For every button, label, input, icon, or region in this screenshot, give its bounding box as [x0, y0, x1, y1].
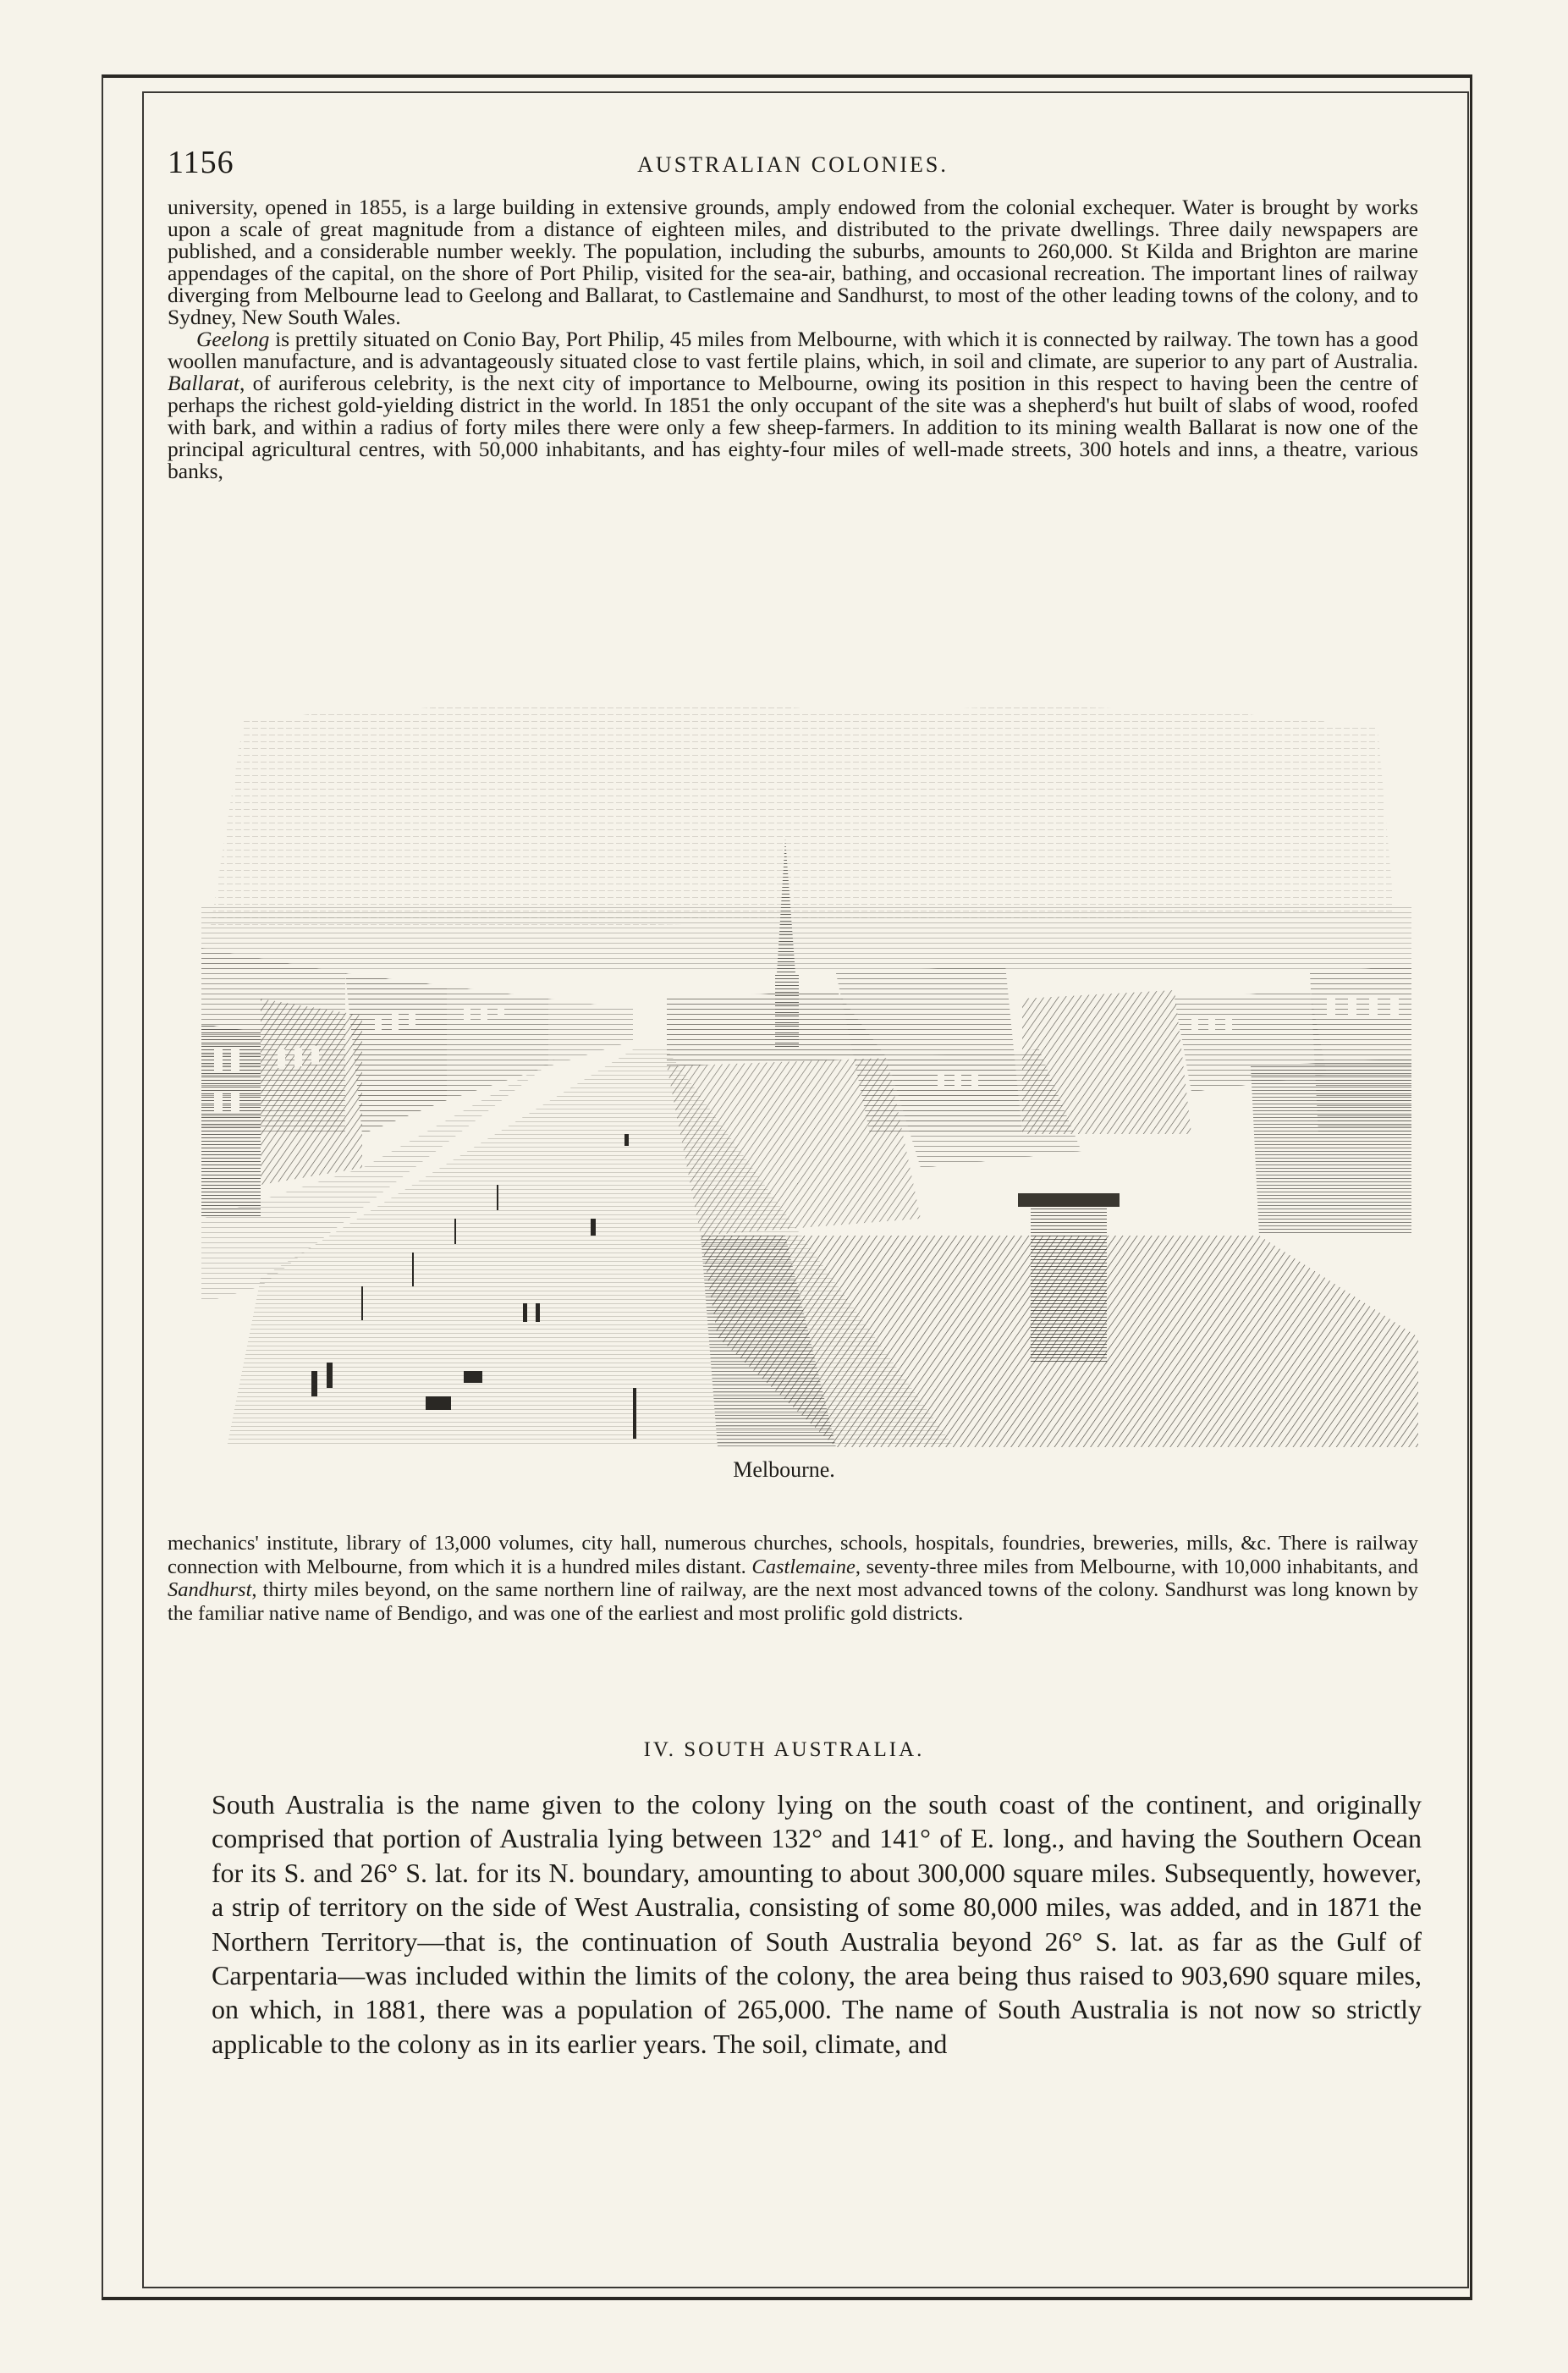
south-australia-paragraph: South Australia is the name given to the colony lying on the south coast of the continent, and originally comprised that portion of Australia lying between 132° and 141° of E. long., and having the Southern Ocean for its S. and 26° S. lat. for its N. boundary, amounting to about 300,000 square miles. Subsequently, however, a strip of territory on the side of West Australia, consisting of some 80,000 miles, was added, and in 1871 the Northern Territory—that is, the continuation of South Australia beyond 26° S. lat. as far as the Gulf of Carpentaria—was included within the limits of the colony, the area being thus raised to 903,690 square miles, on which, in 1881, there was a population of 265,000. The name of South Australia is not now so strictly applicable to the colony as in its earlier years. The soil, climate, and	[212, 1789, 1422, 2059]
ballarat-name: Ballarat	[168, 371, 240, 395]
geelong-text: is prettily situated on Conio Bay, Port Philip, 45 miles from Melbourne, with which it is connected by railway. The town has a good woollen manufacture, and is advantageously situated close to vast fertile plains, which, in soil and climate, are superior to any part of Australia.	[168, 327, 1418, 373]
geelong-paragraph	[168, 328, 1418, 482]
middle-paragraph	[168, 1532, 1418, 1625]
sky-clouds	[210, 704, 1395, 931]
geelong-name: Geelong	[196, 327, 270, 351]
running-head: AUSTRALIAN COLONIES.	[637, 152, 949, 177]
intro-paragraph: university, opened in 1855, is a large building in extensive grounds, amply endowed from the colonial exchequer. Water is brought by works upon a scale of great magnitude from a distance of eighteen miles, and distributed to the private dwellings. Three daily newspapers are published, and a considerable number weekly. The population, including the suburbs, amounts to 260,000. St Kilda and Brighton are marine appendages of the capital, on the shore of Port Philip, visited for the sea-air, bathing, and occasional recreation. The important lines of railway diverging from Melbourne lead to Geelong and Ballarat, to Castlemaine and Sandhurst, to most of the other leading towns of the colony, and to Sydney, New South Wales.	[168, 195, 1418, 329]
horizon	[201, 906, 1411, 973]
castlemaine-name: Castlemaine	[751, 1555, 856, 1578]
section-body	[212, 1787, 1422, 2061]
ballarat-text: , of auriferous celebrity, is the next city of importance to Melbourne, owing its position in this respect to having been the centre of perhaps the richest gold-yielding district in the world. In 1851 the only occupant of the site was a shepherd's hut built of slabs of wood, roofed with bark, and within a radius of forty miles there were only a few sheep-farmers. In addition to its mining wealth Ballarat is now one of the principal agricultural centres, with 50,000 inhabitants, and has eighty-four miles of well-made streets, 300 hotels and inns, a theatre, various banks,	[168, 371, 1418, 483]
top-paragraphs	[168, 196, 1418, 482]
melbourne-engraving	[193, 694, 1418, 1447]
figure-caption: Melbourne.	[733, 1457, 835, 1482]
section-title: IV. SOUTH AUSTRALIA.	[643, 1738, 925, 1761]
page-number: 1156	[168, 145, 234, 180]
mid-text-c: , thirty miles beyond, on the same northern line of railway, are the next most advanced towns of the colony. Sandhurst was long known by the familiar native name of Bendigo, and was one of the earliest and most prolific gold districts.	[168, 1578, 1418, 1625]
page-header	[168, 144, 1418, 186]
mid-text-b: , seventy-three miles from Melbourne, with 10,000 inhabitants, and	[855, 1555, 1419, 1578]
sandhurst-name: Sandhurst	[168, 1578, 252, 1601]
mid-text-a: mechanics' institute, library of 13,000 volumes, city hall, numerous churches, schools, hospitals, foundries, breweries, mills, &c. There is railway connection with Melbourne, from which it is a hundred miles distant.	[168, 1532, 1418, 1578]
